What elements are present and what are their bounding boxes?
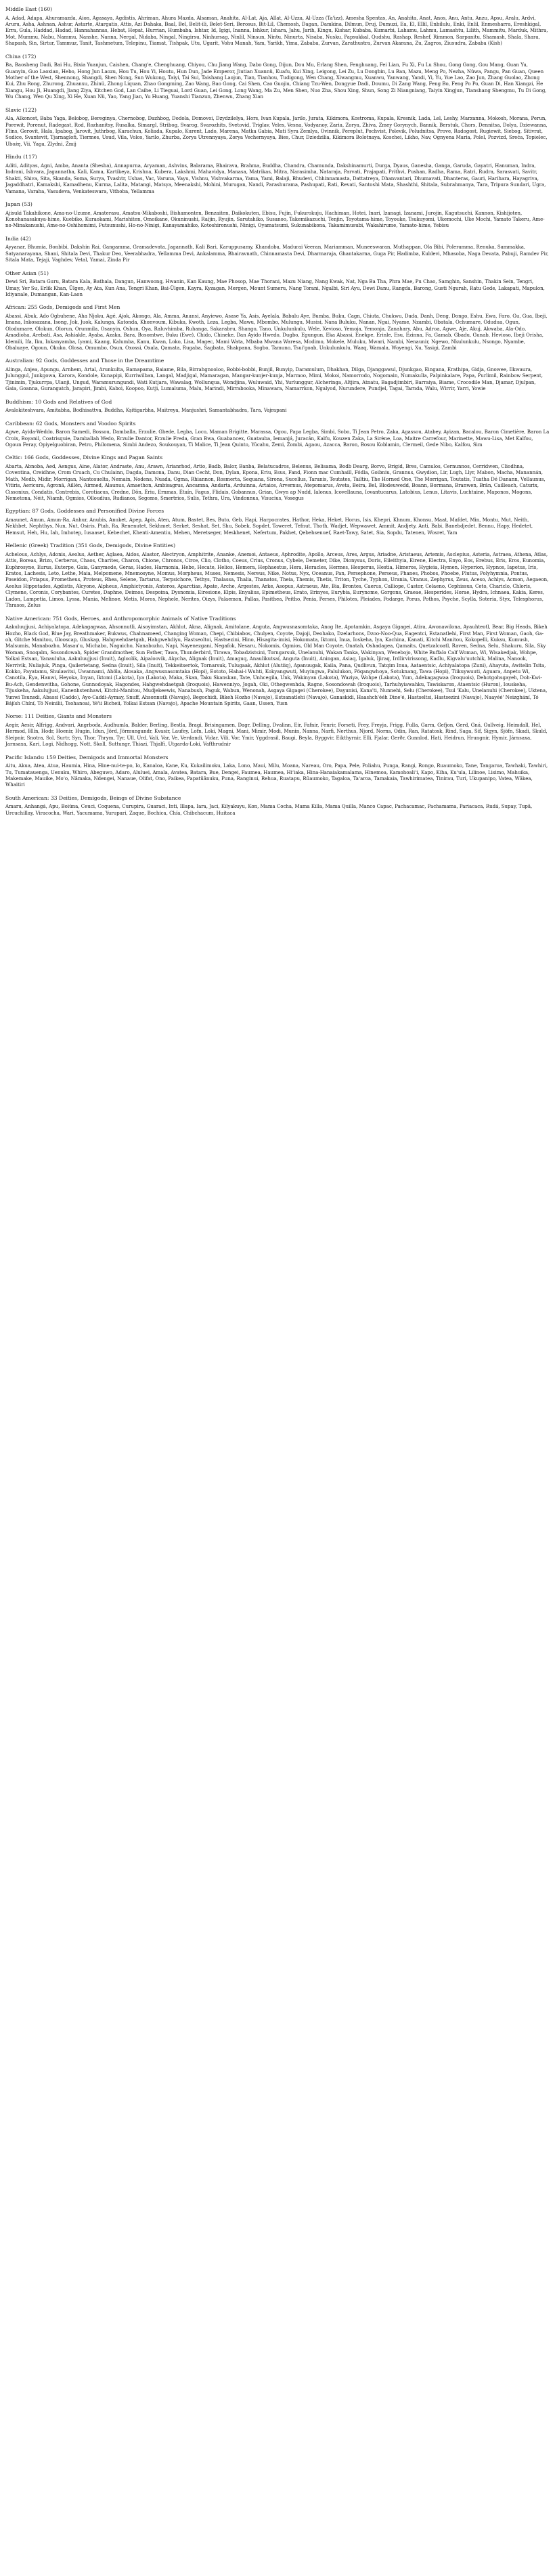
pantheon-section (5, 53, 550, 101)
section-title: Celtic: 166 Gods, Goddesses, Divine Kings and Pagan Saints (5, 454, 163, 461)
pantheon-section (5, 304, 550, 351)
pantheon-section (5, 754, 550, 789)
section-title: China (172) (5, 53, 37, 60)
section-body-text: Ajisuki Takahikone, Ama-no-Uzume, Amaterasu, Amatsu-Mikaboshi, Bishamonten, Benzaiten, Daikokuten, Ebisu, Fujin, Fukurokuju, Hachiman, Hotei, Inari, Izanagi, Izanami, Jurojin, Kagutsuchi, Kannon, Kishijoten, Konohanasakuya-hime, Kuebiko, Kuraokami, Marishiten, Omoikane, Okuninushi, Raijin, Ryujin, Sarutahiko, Susanoo, Takemikazuchi, Tenjin, Toyotama-hime, Toyouke, Tsukuyomi, Ukemochi, Uke Mochi, Yamato Takeru, Ame-no-Minakanushi, Ame-no-Oshihomimi, Futsunushi, Ho-no-Ninigi, Kanayamahiko, Kotoshironushi, Ninigi, Oyamatsumi, Sukunabikona, Takamimusubi, Wakahirume, Yamato-hime, Yebisu (5, 210, 545, 229)
pantheon-section (5, 399, 550, 414)
section-title: Japan (53) (5, 200, 32, 207)
section-body-text: Ala, Alkonost, Baba Yaga, Belobog, Bereginya, Chernobog, Dazhbog, Dodola, Domovoi, Dzydzilelya, Hors, Ivan Kupala, Jarilo, Jurata, Kikimora, Kostroma, Kupala, Kresnik, Lada, Lel, Leshy, Marzanna, Mokosh, Morana, Perun, Porewit, Porenut, Radegast, Rod, Rozhanitsy, Rusalka, Simargl, Stribog, Svarog, Svarozhits, Svetovid, Triglav, Veles, Vesna, Vodyanoy, Zaria, Zorya, Zhiva, Zmey Gorynych, Bannik, Berstuk, Chors, Dennitsa, Dolya, Dziewanna, Flins, Gerovit, Hala, Ipabog, Jarovit, Juthrbog, Karachun, Koliada, Kupalo, Kurent, Lado, Marena, Matka Gabia, Mati Syra Zemlya, Ovinnik, Pereplut, Pochvist, Polevik, Poludnitsa, Prove, Radogost, Rugiewit, Siebog, Sitivrat, Sudice, Svantevit, Tjarnaglofi, Tiermes, Usud, Vila, Volos, Yarilo, Zhurba, Zorya Utrennyaya, Zorya Vechernyaya, Bies, Chur, Dziedzilia, Kikimora Bolotnaya, Koschei, Likho, Nav, Ognyena Maria, Polel, Pozvizd, Sreća, Topielec, Ubożę, Vii, Yaga, Zlydni, Żmij (5, 116, 548, 147)
section-body-text: Avalokiteshvara, Amitabha, Bodhisattva, Buddha, Kṣitigarbha, Maitreya, Manjushri, Samantabhadra, Tara, Vajrapani (5, 408, 287, 414)
pantheon-section (5, 201, 550, 230)
pantheon-section (5, 795, 550, 817)
pantheon-section (5, 713, 550, 748)
section-title: Australian: 92 Gods, Goddesses and Those in the Dreamtime (5, 358, 164, 364)
section-body-text: Abassi, Abuk, Ado Ogbuhene, Aha Njoku, Agé, Ajok, Akongo, Ala, Amma, Anansi, Anyiewo, Asase Ya, Asis, Ayelala, Babalu Aye, Bumba, Buku, Cagn, Chiuta, Chukwu, Dada, Danh, Deng, Dongo, Eshu, Ewa, Faro, Gu, Gua, Ibeji, Imana, Inkosazana, Isong, Jok, Juok, Kalunga, Katonda, Khonvoum, Kibuka, Kwoth, Leza, Legba, Mawu, Mbombo, Mulungu, Musisi, Nana Buluku, Nanan, Ngai, Nyame, Nzambi, Obatala, Ochumare, Odudua, Ogun, Olodumare, Olokun, Olorun, Orunmila, Osanyin, Oshun, Oya, Raluvhimba, Ruhanga, Sakarabru, Shango, Tano, Unkulunkulu, Wele, Xevioso, Yemoja, Yemonja, Zanahary, Abu, Adroa, Agwe, Aje, Akuj, Akwaba, Ala-Odo, Amadioha, Arebati, Asa, Ashiakle, Ayaba, Azaka, Bara, Bosomtwe, Buku (Ewe), Chido, Chineke, Dan Ayido Hwedo, Dugbo, Egungun, Eka Abassi, Enekpe, Erinle, Esu, Ezinna, Fa, Gamab, Gbadu, Gunab, Hevioso, Ibeji Orisha, Idemili, Ifa, Iku, Inkanyamba, Iyami, Kaang, Kalumba, Kanu, Kwan, Loko, Lisa, Magec, Mami Wata, Mbaba Mwana Waresa, Modimo, Mokele, Muluku, Mwari, Nambi, Nenaunir, Ngewo, Nkulunkulu, Nsongo, Nyambe, Obaluaye, Ogoun, Okuko, Olosa, Omumbo, Osun, Oxossi, Oxala, Qamata, Rugaba, Sagbata, Shakpana, Sogbo, Tamuno, Tsui'goab, Unkulunkulu, Waaq, Wamala, Woyengi, Xu, Yasigi, Zambi (5, 313, 548, 351)
pantheon-section (5, 270, 550, 299)
section-body-text: Achelous, Achlys, Adonis, Aeolus, Aether, Aglaea, Aidos, Alastor, Alectryon, Amphitrite, Ananke, Anemoi, Antaeus, Aphrodite, Apollo, Arceus, Ares, Argus, Ariadne, Aristaeus, Artemis, Asclepius, Asteria, Astraea, Athena, Atlas, Attis, Boreas, Brizo, Cerberus, Chaos, Charites, Charon, Chione, Chronos, Circe, Clio, Clotho, Coeus, Crius, Cronus, Cybele, Demeter, Dike, Dionysus, Doris, Eileithyia, Eirene, Electra, Enyo, Eos, Erebus, Eris, Eros, Eunomia, Euphrosyne, Eurus, Euterpe, Gaia, Ganymede, Geras, Hades, Harmonia, Hebe, Hecate, Helios, Hemera, Hephaestus, Hera, Heracles, Hermes, Hesperus, Hestia, Himeros, Hygieia, Hymen, Hyperion, Hypnos, Iapetus, Iris, Kratos, Lachesis, Leto, Lethe, Maia, Melpomene, Mnemosyne, Momus, Morpheus, Muses, Nemesis, Nereus, Nike, Notus, Nyx, Oceanus, Pan, Persephone, Perseus, Phanes, Phobos, Phoebe, Plutus, Polyhymnia, Pontus, Poseidon, Priapus, Prometheus, Proteus, Rhea, Selene, Tartarus, Terpsichore, Tethys, Thalassa, Thalia, Thanatos, Theia, Themis, Thetis, Triton, Tyche, Typhon, Urania, Uranus, Zephyrus, Zeus, Aceso, Achlys, Acmon, Aegaeon, Aeolus Hippotades, Agdistis, Alcyone, Alpheus, Amphictyonis, Anteros, Aparctias, Apate, Arche, Argestes, Arke, Asopus, Astraeus, Ate, Bia, Brontes, Caerus, Calliope, Castor, Celaeno, Cephissus, Ceto, Chariclo, Chloris, Clymene, Coronis, Corybantes, Curetes, Daphne, Deimos, Despoina, Dysnomia, Eiresione, Elpis, Enyalius, Epimetheus, Erato, Erinyes, Eurybia, Eurynome, Gorgons, Graeae, Hesperides, Horae, Hydra, Ichnaea, Kakia, Keres, Ladon, Lampetia, Limos, Lyssa, Mania, Melinoe, Metis, Moros, Nephele, Nerites, Oizys, Palaemon, Pallas, Pasithea, Peitho, Penia, Perses, Philotes, Pleiades, Podarge, Porus, Pothos, Psyche, Scylla, Soteria, Styx, Telesphorus, Thrasos, Zelus (5, 551, 549, 609)
section-title: Caribbean: 62 Gods, Monsters and Voodoo Spirits (5, 420, 136, 427)
pantheon-section (5, 154, 550, 195)
section-title: Other Asian (51) (5, 270, 49, 276)
section-title: South American: 33 Deities, Demigods, Beings of Divine Substance (5, 794, 181, 801)
pantheon-section (5, 421, 550, 449)
section-body-text: Agwe, Ayida-Weddo, Baron Samedi, Bossou, Damballa, Erzulie, Ghede, Legba, Loco, Maman Brigitte, Marassa, Ogou, Papa Legba, Simbi, Sobo, Ti Jean Petro, Zaka, Agassou, Atabey, Ayizan, Bacalou, Baron Cimetière, Baron La Croix, Boyanil, Coatrisquie, Damballah Wedo, Erzulie Dantor, Erzulie Freda, Gran Bwa, Guabancex, Guatauba, Iemanjá, Juracán, Kalfu, Kouzen Zaka, La Sirène, Loa, Maitre Carrefour, Marinette, Mawu-Lisa, Met Kalfou, Ogoun Feray, Opiyelguobiran, Petro, Philomena, Simbi Andezo, Soukouyan, Ti Malice, Ti Jean Quinto, Yúcahu, Zemi, Zombi, Agaou, Azacca, Baron, Bosou Koblamin, Clermeil, Gede Nibo, Kalfou, Sim (5, 429, 550, 448)
section-title: Hindu (117) (5, 154, 37, 160)
section-title: Egyptian: 87 Gods, Goddesses and Personified Divine Forces (5, 508, 164, 515)
section-body-text: Aegir, Aesir, Alfrigg, Andvari, Angrboda, Audhumla, Balder, Berling, Bestla, Bragi, Brisingamen, Dagr, Delling, Dvalinn, Eir, Fafnir, Fenrir, Forseti, Frey, Freyja, Frigg, Fulla, Garm, Gefjon, Gerd, Gná, Gullveig, Heimdall, Hel, Hermod, Hlín, Hodr, Hoenir, Hugin, Idun, Jörd, Jörmungandr, Kvasir, Laufey, Lofn, Loki, Magni, Mani, Mimir, Modi, Munin, Nanna, Narfi, Nerthus, Njord, Norns, Odin, Ran, Ratatosk, Rind, Saga, Sif, Sigyn, Sjöfn, Skadi, Skuld, Sleipnir, Snotra, Sol, Surtr, Syn, Thor, Thrym, Tyr, Ull, Urd, Vali, Var, Ve, Verdandi, Vidar, Vili, Vor, Ymir, Yggdrasil, Baugi, Beyla, Byggvir, Eikthyrnir, Elli, Fjalar, Gerðr, Gunnlod, Hati, Heidrun, Hrungnir, Hymir, Járnsaxa, Jarnsaxa, Kari, Logi, Nidhogg, Nott, Skoll, Suttungr, Thiazi, Thjalfi, Utgarda-Loki, Vafthrudnir (5, 722, 548, 748)
pantheon-section (5, 107, 550, 148)
section-body-text: Aakuluujjusi, Achiyalatopa, Adekagagwaa, Ahsonnutli, Aisoyimstan, Akhlut, Akna, Alignak, Amitolane, Anguta, Angwusnasomtaka, Anog Ite, Apotamkin, Asgaya Gigagei, Atira, Awonawilona, Ayauhteotl, Bear, Big Heads, Bikeh Hozho, Black God, Blue Jay, Breathmaker, Bukwus, Chahnameed, Changing Woman, Chepi, Chibiabos, Chulyen, Coyote, Dajoji, Deohako, Dzelarhons, Dzoo-Noo-Qua, Eagentci, Estanatlehi, First Man, First Woman, Gaoh, Ga-oh, Gitche Manitou, Glooscap, Gluskap, Hahgwehdaetgah, Hahgwehdiyu, Hastseoltoi, Hastsezini, Hino, Hisagita-imisi, Hokomata, Iktomi, Inua, Ioskeha, Iya, Kachina, Kanati, Kitchi Manitou, Kokopelli, Kuksu, Kumush, Malsumis, Manabozho, Masau'u, Michabo, Nagaicho, Nanabozho, Napi, Nayenezgani, Negafok, Nesaru, Nokomis, Ogmios, Old Man Coyote, Onatah, Oshadagea, Qamaits, Quetzalcoatl, Raven, Sedna, Selu, Shakuru, Sila, Sky Woman, Snoqalm, Sosondowah, Spider Grandmother, Sun Father, Tawa, Thunderbird, Tirawa, Tobadzistsini, Torngarsuk, Unelanuhi, Wakan Tanka, Wakinyan, Wenebojo, White Buffalo Calf Woman, Wi, Wisakedjak, Wohpe, Yolkai Estsan, Yanauluha, Aakuluujjusi (Inuit), Agloolik, Aipaloovik, Akycha, Alignak (Inuit), Amaguq, Anaulikutsaí, Anguta (Inuit), Aningan, Asiaq, Igaluk, Ijiraq, Irdlirvirissong, Kadlu, Kigvalu'uutchik, Malina, Nanook, Nerrivik, Nuliajuk, Pinga, Qailertetang, Sedna (Inuit), Sila (Inuit), Tekkeitsertok, Tornarsuk, Tulugaak, Akhlut (Alutiiq), Apanuugak, Kaila, Pana, Qudlivun, Tatqim Inua, Aataentsic, Achiyalatopa (Zuni), Ahayuta, Awitelin Tsita, Kokko, Payatamu, Shulawitsi, Uwannami, Ahöla, Alosaka, Angwusnasomtaka (Hopi), Eototo, Hahai-i Wuhti, Kokyangwuti, Muyingwa, Palulukon, Pöqangwhoya, Sotuknang, Tawa (Hopi), Tiikuywuuti, Aguara, Anpetu Wi, Canotila, Eya, Hanwi, Heyoka, Inyan, Iktomi (Lakota), Iya (Lakota), Maka, Skan, Taku Skanskan, Tate, Unhcegila, Unk, Wakinyan (Lakota), Waziya, Wohpe (Lakota), Yum, Adekagagwaa (Iroquois), Dehotgohsgayeh, Doh-Kwi-Bu-Ach, Gendenwitha, Gohone, Gunnodoyak, Hagondes, Hahgwehdaetgah (Iroquois), Hawenniyo, Jogah, Oki, Othegwenhda, Ragno, Sosondowah (Iroquois), Tarhuhyiawahku, Tawiskaron, Ataentsic (Huron), Iouskeha, Tijuskeha, Aakulujjusi, Kanenhstenhawi, Kitchi-Manitou, Mudjekeewis, Nanabush, Paguk, Wabun, Wenonah, Asgaya Gigagei (Cherokee), Dayunisi, Kana'ti, Nunnehi, Selu (Cherokee), Tsul 'Kalu, Unelanuhi (Cherokee), Uktena, Yunwi Tsunsdi, Abassi (Caddo), Ayo-Caddi-Aymay, Snuff, Ahsonnutli (Navajo), Begochidi, Bikeh Hozho (Navajo), Estsanatlehi (Navajo), Ganaskidi, Haashch'ééh Dine'é, Hastseltsi, Hastsezini (Navajo), Naayéé' Neizghání, Tó Bájísh Chíní, Tó Neinilii, Tsohanoai, Yé'ii Bicheii, Yolkai Estsan (Navajo), Apache Mountain Spirits, Gaan, Ussen, Yusn (5, 624, 548, 706)
section-title: Hellenic (Greek) Tradition (351 Gods, Demigods, Divine Entities) (5, 542, 176, 549)
section-body-text: Dewi Sri, Batara Guru, Batara Kala, Bathala, Dangun, Hanwoong, Hwanin, Kan Kaung, Mae Phosop, Mae Thorani, Mazu Niang, Nang Kwak, Nat, Nga Ba Tha, Phra Mae, Pu Chao, Samghin, Sanshin, Thakin Sein, Tengri, Umay, Yer Su, Erlik Khan, Ülgen, Ay Ata, Kun Ana, Tengri Khan, Bai-Ülgen, Kayra, Kyzagan, Mergen, Mount Sumeru, Nang Torani, Ngalbi, Siri Ayu, Dewi Danu, Rangda, Barong, Gusti Ngurah, Ratu Gede, Lakapati, Mapulon, Idiyanale, Dumangan, Kan-Laon (5, 279, 545, 297)
section-title: Norse: 111 Deities, Giants and Monsters (5, 713, 112, 720)
section-title: Slavic (122) (5, 106, 37, 113)
pantheon-section (5, 542, 550, 609)
section-body-text: Ba, Baosheng Dadi, Bai Hu, Bixia Yuanjun, Caishen, Chang'e, Chenghuang, Chiyou, Chu Jiang Wang, Dabo Gong, Dijun, Dou Mu, Erlang Shen, Fenghuang, Fei Lian, Fu Xi, Fu Lu Shou, Gong Gong, Gou Mang, Guan Yu, Guanyin, Guo Laoxian, Hebo, Hong Jun Laozu, Hou Tu, Hou Yi, Houtu, Hun Dun, Jade Emperor, Jiutian Xuannü, Kuafu, Kui Xing, Leigong, Lei Zu, Lu Dongbin, Lu Ban, Mazu, Meng Po, Nezha, Nüwa, Pangu, Pan Guan, Queen Mother of the West, Shennong, Shangdi, Shen Nong, Sun Wukong, Taiyi, Tai Sui, Taishang Laojun, Tian, Tianhou, Tudigong, Wen Chang, Xiwangmu, Xuanwu, Yanwang, Yandi, Yi, Yu, Yue Lao, Zao Jun, Zhang Guolao, Zhong Kui, Zhu Rong, Zhurong, Zhuanxu, Zhinü, Zhong Liquan, Zhao Gongming, Zao Wang, Bao Gong, Cai Shen, Cao Guojiu, Chiang Tzu-Wen, Dongyue Dadi, Doumu, Di Zang Wang, Feng Bo, Feng Po Po, Guan Di, Han Xiangzi, He Xiangu, Hou Ji, Huangdi, Jiang Ziya, Kitchen God, Lan Caihe, Li Tieguai, Lord Guan, Lei Gong, Long Wang, Ma Zu, Men Shen, Nuo Zha, Shou Xing, Shun, Song Zi Niangniang, Taiyin Xingjun, Tianshang Shengmu, Tu Di Gong, Wu Chang, Wen Qu Xing, Xi He, Xuan Nü, Yao, Yang Jian, Yu Huang, Yuanshi Tianzun, Zhenwu, Zhang Xian (5, 62, 547, 100)
pantheon-section (5, 508, 550, 536)
section-title: Middle East (160) (5, 6, 53, 12)
pantheon-section (5, 6, 550, 47)
section-body-text: Amaunet, Amun, Amun-Ra, Anhur, Anubis, Anuket, Apep, Apis, Aten, Atum, Bastet, Bes, Buto, Geb, Hapi, Harpocrates, Hathor, Heka, Heket, Horus, Isis, Khepri, Khnum, Khonsu, Maat, Mafdet, Min, Montu, Mut, Neith, Nekhbet, Nephthys, Nun, Nut, Osiris, Ptah, Ra, Renenutet, Sekhmet, Serket, Seshat, Set, Shu, Sobek, Sopdet, Taweret, Tefnut, Thoth, Wadjet, Wepwawet, Ammit, Andjety, Anti, Babi, Banebdjedet, Bennu, Hapy, Hedetet, Hemsut, Heh, Hu, Iah, Imhotep, Iusaaset, Kebechet, Khenti-Amentiu, Mehen, Meretseger, Meskhenet, Nefertum, Pakhet, Qebehsenuef, Raet-Tawy, Satet, Sia, Sopdu, Tatenen, Wosret, Yam (5, 517, 533, 536)
section-body-text: Ayyanar, Bhumia, Bonbibi, Dakshin Rai, Gangamma, Gramadevata, Jagannath, Kali Bari, Karuppusamy, Khandoba, Madurai Veeran, Mariamman, Muneeswaran, Muthappan, Ola Bibi, Poleramma, Renuka, Sammakka, Satyanarayana, Shani, Shitala Devi, Thakur Deo, Veerabhadra, Yellamma Devi, Ankalamma, Bhairavnath, Chinnamasta Devi, Dharmaraja, Ghantakarna, Guga Pir, Hadimba, Kuldevi, Mhasoba, Naga Devata, Pabuji, Ramdev Pir, Sitala Mata, Tejaji, Vaghdev, Vetal, Yamai, Zinda Pir (5, 244, 549, 263)
section-body-text: Aditi, Adityas, Agni, Amba, Ananta (Shesha), Annapurna, Aryaman, Ashvins, Balarama, Bhairava, Brahma, Buddha, Chandra, Chamunda, Dakshinamurti, Durga, Dyaus, Ganesha, Ganga, Garuda, Gayatri, Hanuman, Indra, Indrani, Ishvara, Jagannatha, Kali, Kama, Kartikeya, Krishna, Kubera, Lakshmi, Mahavidya, Manasa, Matrikas, Mitra, Narasimha, Nataraja, Parvati, Prajapati, Prithvi, Pushan, Radha, Rama, Ratri, Rudra, Sarasvati, Savitr, Shakti, Shiva, Sita, Skanda, Soma, Surya, Tvashtr, Ushas, Vac, Varuna, Vayu, Vishnu, Vishvakarma, Yama, Yami, Balaji, Bhudevi, Chhinnamasta, Dattatreya, Dhanvantari, Dhumavati, Dhanteras, Gauri, Harihara, Hayagriva, Jagaddhatri, Kamakshi, Kamadhenu, Kurma, Lalita, Matangi, Matsya, Meenakshi, Mohini, Murugan, Nandi, Parashurama, Pashupati, Rati, Revati, Santoshi Mata, Shashthi, Shitala, Subrahmanya, Tara, Tripura Sundari, Ugra, Vamana, Varaha, Vasudeva, Venkateswara, Vithoba, Yellamma (5, 163, 546, 194)
section-title: Buddhism: 10 Gods and Relatives of God (5, 398, 112, 405)
section-body-text: Aitu, Akua, Atea, Atua, Haumia, Hina, Hine-nui-te-po, Io, Kanaloa, Kane, Ku, Kukailimoku, Laka, Lono, Maui, Milu, Moana, Nareau, Oro, Papa, Pele, Poliahu, Punga, Rangi, Rongo, Ruaumoko, Tane, Tangaroa, Tawhaki, Tawhiri, Tu, Tumatauenga, Uenuku, Whiro, Abeguwo, Adaro, Aluluei, Amala, Avatea, Batara, Bue, Dengei, Faumea, Haumea, Hiʻiaka, Hina-Hanaiakamalama, Hinemoa, Kamohoaliʻi, Kapo, Kiha, Kuʻula, Lilinoe, Lisimo, Mahuika, Makemake, Mauike, Moʻo, Nāmaka, Ndengei, Nanaue, Olifat, Ono, Paikea, Papatūānuku, Puna, Ranginui, Rehua, Ruatapu, Rūaumoko, Tagaloa, Taʻaroa, Tamakaia, Tawhirimatea, Tinirau, Turi, Ukupanipo, Vatea, Wākea, Whaitiri (5, 763, 548, 788)
section-body-text: Abarta, Abnoba, Aed, Aengus, Aine, Alator, Andraste, Anu, Arawn, Arianrhod, Artio, Badb, Balor, Banba, Belatucadros, Belenus, Belisama, Bodb Dearg, Borvo, Brigid, Bres, Camulos, Cernunnos, Cerridwen, Cliodhna, Coventina, Creidhne, Crom Cruach, Cu Chulainn, Dagda, Damona, Danu, Dian Cecht, Don, Dylan, Epona, Eriu, Esus, Fand, Fionn mac Cumhaill, Fódla, Goibniu, Grannus, Gwydion, Lir, Lugh, Llyr, Mabon, Macha, Manannán, Math, Medb, Midir, Morrigan, Nantosuelta, Nemain, Nodens, Nuada, Ogma, Rhiannon, Rosmerta, Sequana, Sirona, Sucellus, Taranis, Teutates, Tailtiu, The Horned One, The Morrigan, Toutatis, Tuatha Dé Danann, Vellaunus, Vitiris, Aericura, Agronā, Aillén, Airmed, Alaunus, Amaethon, Ambisagrus, Ancamna, Andarta, Arduinna, Artaios, Arvernus, Atepomarus, Aveta, Beira, Bel, Blodeuwedd, Boann, Bormana, Branwen, Brân, Cailleach, Caturix, Cissonius, Condatis, Contrebis, Corotiacus, Credne, Dôn, Ériu, Ernmas, Étaín, Fagus, Flidais, Gobannus, Grian, Gwyn ap Nudd, Ialonus, Icovellauna, Iovantucarus, Latobius, Lenus, Litavis, Luchtaine, Maponos, Mogons, Nemetona, Néit, Niamh, Ogmios, Olloudius, Rudianos, Segomo, Smertrios, Sulis, Tethra, Ura, Vindonnus, Visucius, Vosegus (5, 464, 546, 502)
section-title: African: 255 Gods, Demigods and First Men (5, 304, 120, 311)
document-page (0, 0, 555, 827)
section-body-text: Amaru, Anhangá, Apu, Boiúna, Ceuci, Coquena, Curupira, Guaraci, Inti, Illapa, Iara, Jaci, Kilyakuyu, Kon, Mama Cocha, Mama Killa, Mama Quilla, Manco Capac, Pachacamac, Pachamama, Pariacaca, Rudá, Supay, Tupã, Urcuchillay, Viracocha, Wari, Yacumama, Yurupari, Zaque, Bochica, Chía, Chibchacum, Huitaca (5, 804, 533, 816)
pantheon-section (5, 616, 550, 708)
section-title: Native American: 751 Gods, Heroes, and Anthropomorphic Animals of Native Traditions (5, 615, 236, 622)
pantheon-section (5, 454, 550, 502)
pantheon-section (5, 358, 550, 392)
pantheon-section (5, 236, 550, 264)
section-title: Pacific Islands: 159 Deities, Demigods and Immortal Monsters (5, 754, 169, 760)
section-body-text: Alinga, Anjea, Apungu, Arnhem, Artal, Arunkulta, Bamapama, Baiame, Bila, Birrahgnooloo, Bobbi-bobbi, Bunjil, Bunyip, Daramulum, Dhakhan, Dilga, Djanggawul, Djunkgao, Eingana, Erathipa, Gidja, Gnowee, Ilkwaura, Julunggul, Junkgowa, Karora, Kondole, Kunapipi, Kurriwilban, Langal, Madjigal, Mamaragan, Mangar-kunjer-kunja, Marmoo, Mimi, Mokoi, Namorrodo, Nogomain, Numakulla, Palpinkalare, Papa, Purlimil, Rainbow Serpent, Tjinimin, Tjukurrpa, Ulanji, Ungud, Waramurungundi, Wati Kutjara, Wawalag, Wollunqua, Wondjina, Wuluwaid, Yhi, Yurlunggur, Alcheringa, Altjira, Atnatu, Bagadjimbiri, Barraiya, Biame, Crocodile Man, Djamar, Djulpan, Gaia, Goanna, Gurangatch, Jarapiri, Jimbi, Kaboi, Koopoo, Kutji, Lumaluma, Malu, Marindi, Mirrabooka, Minawara, Namarrkon, Ngalyod, Nurundere, Pundjel, Tagai, Tarnda, Walu, Wirrir, Yarri, Yowie (5, 366, 543, 392)
section-title: India (42) (5, 235, 31, 242)
section-body-text: A, Adad, Adapa, Ahuramazda, Aion, Agasaya, Agdistis, Ahriman, Ahura Mazda, Alsaman, Anahita, Al-Lat, Aja, Allat, Al-Uzza, Al-Uzza (Ta'izz), Amesha Spentas, An, Anahita, Anat, Anos, Anu, Antu, Anzu, Apsu, Aralu, Ardvi, Aruru, Asha, Ashnan, Ashur, Astarte, Atargatis, Attis, Azi Dahaka, Baal, Bel, Belit-ili, Belet-Seri, Berosus, Bit-Lil, Chemosh, Dagan, Damkina, Dilmun, Druj, Dumuzi, Ea, El, Ellil, Enbilulu, Enki, Enlil, Enmesharra, Ereshkigal, Erra, Gula, Haddad, Hadad, Hannahannas, Hebat, Hepat, Hurrian, Humbaba, Ishtar, Id, Igigi, Inanna, Ishkur, Ishara, Jahu, Jarih, Kingu, Kishar, Kubaba, Kumarbi, Lahamu, Lahmu, Lamashtu, Lilith, Mammitu, Marduk, Mithra, Mot, Mummu, Nabu, Nammu, Nanshe, Nanna, Nergal, Nidaba, Ningal, Ningirsu, Ninhursag, Ninlil, Ninsun, Nintu, Ninurta, Nisaba, Nusku, Papsukkal, Qudshu, Rashap, Reshef, Rimmon, Sarpanitu, Shamash, Shala, Shara, Shapash, Sin, Sirtur, Tammuz, Tanit, Tashmetum, Telepinu, Tiamat, Tishpak, Utu, Ugarit, Vohu Manah, Yam, Yarikh, Yima, Zababa, Zurvan, Zarathustra, Zurvan Akarana, Zu, Zagros, Ziusudra, Zababa (Kish) (5, 15, 548, 47)
